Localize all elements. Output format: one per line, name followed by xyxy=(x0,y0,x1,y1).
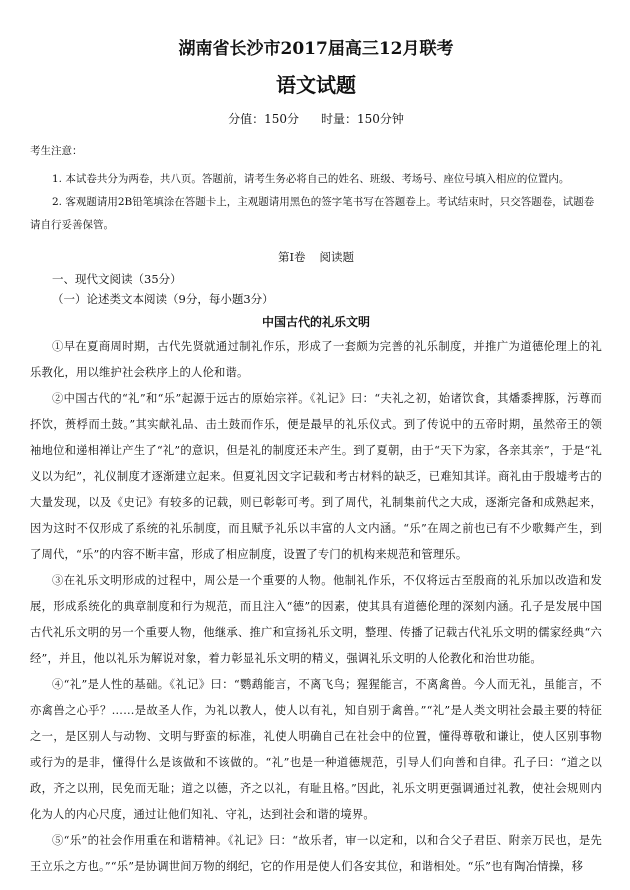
article-paragraph: ③在礼乐文明形成的过程中，周公是一个重要的人物。他制礼作乐，不仅将远古至殷商的礼乐加以改造和发展，形成系统化的典章制度和行为规范，而且注入“德”的因素，使其具有道德伦理的深刻内涵。孔子是发展中国古代礼乐文明的另一个重要人物，他继承、推广和宣扬礼乐文明，整理、传播了记载古代礼乐文明的儒家经典“六经”，并且，他以礼乐为解说对象，着力彰显礼乐文明的精义，强调礼乐文明的人伦教化和治世功能。 xyxy=(30,574,602,665)
article-paragraph: ④“礼”是人性的基础。《礼记》曰：“鹦鹉能言，不离飞鸟；猩猩能言，不离禽兽。今人而无礼，虽能言，不亦禽兽之心乎？……是故圣人作，为礼以教人，使人以有礼，知自别于禽兽。”“礼”是人类文明社会最主要的特征之一，是区别人与动物、文明与野蛮的标准，礼使人明确自己在社会中的位置，懂得尊敬和谦让，使人区别事物或行为的是非，懂得什么是该做和不该做的。“礼”也是一种道德规范，引导人们向善和自律。孔子曰：“道之以政，齐之以刑，民免而无耻；道之以德，齐之以礼，有耻且格。”因此，礼乐文明更强调通过礼教，使社会规则内化为人的内心尺度，通过让他们知礼、守礼，达到社会和谐的境界。 xyxy=(30,678,602,821)
article-paragraph: ②中国古代的“礼”和“乐”起源于远古的原始宗祥。《礼记》曰：“夫礼之初，始诸饮食，其燔黍捭豚，污尊而抔饮，蒉桴而土鼓。”其实献礼品、击土鼓而作乐，便是最早的礼乐仪式。到了传说中的五帝时期，虽然帝王的领袖地位和递相禅让产生了“礼”的意识，但是礼的制度还未产生。到了夏朝，由于“天下为家，各亲其亲”，于是“礼义以为纪”，礼仪制度才逐渐建立起来。但夏礼因文字记载和考古材料的缺乏，已难知其详。商礼由于殷墟考古的大量发现，以及《史记》有较多的记载，则已彰彰可考。到了周代，礼制集前代之大成，逐渐完备和成熟起来，因为这时不仅形成了系统的礼乐制度，而且赋予礼乐以丰富的人文内涵。“乐”在周之前也已有不少歌舞产生，到了周代，“乐”的内容不断丰富，形成了相应制度，设置了专门的机构来规范和管理乐。 xyxy=(30,392,602,561)
time-info: 时量：150分钟 xyxy=(321,112,404,126)
notice-item: 1. 本试卷共分为两卷，共八页。答题前，请考生务必将自己的姓名、班级、考场号、座位号填入相应的位置内。 xyxy=(52,173,570,185)
notice-heading: 考生注意： xyxy=(30,145,83,157)
section-label: 第Ⅰ卷 xyxy=(277,250,306,264)
part-heading: 一、现代文阅读（35分） xyxy=(52,272,182,286)
article-paragraph: ①早在夏商周时期，古代先贤就通过制礼作乐，形成了一套颇为完善的礼乐制度，并推广为道德伦理上的礼乐教化，用以维护社会秩序上的人伦和谐。 xyxy=(30,340,602,379)
score-info: 分值：150分 xyxy=(228,112,299,126)
section-name: 阅读题 xyxy=(319,250,355,264)
exam-title: 湖南省长沙市2017届高三12月联考 xyxy=(178,39,454,59)
notice-item: 2. 客观题请用2B铅笔填涂在答题卡上，主观题请用黑色的签字笔书写在答题卷上。考试结束时，只交答题卷，试题卷请自行妥善保管。 xyxy=(30,196,595,231)
article-paragraph: ⑤“乐”的社会作用重在和谐精神。《礼记》曰：“故乐者，审一以定和，以和合父子君臣、附亲万民也，是先王立乐之方也。”“乐”是协调世间万物的纲纪，它的作用是使人们各安其位，和谐相处。“乐”也有陶冶情操，移 xyxy=(30,834,602,873)
subpart-heading: （一）论述类文本阅读（9分，每小题3分） xyxy=(52,292,274,306)
section-heading xyxy=(30,249,602,265)
article-title: 中国古代的礼乐文明 xyxy=(261,315,370,329)
subject-title: 语文试题 xyxy=(276,73,356,97)
exam-meta xyxy=(30,110,602,127)
